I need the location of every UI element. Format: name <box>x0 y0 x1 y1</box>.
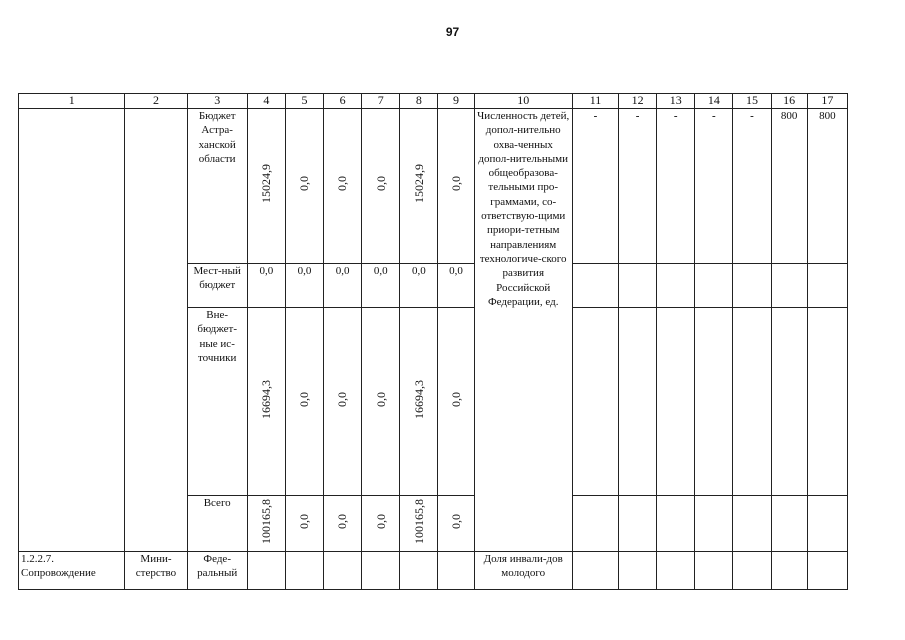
value-cell <box>285 308 323 496</box>
target-cell <box>733 552 771 590</box>
value-cell <box>362 109 400 264</box>
value-cell <box>247 552 285 590</box>
header-cell: 17 <box>807 94 847 109</box>
target-cell <box>619 264 657 308</box>
value-cell <box>324 552 362 590</box>
table-row <box>19 109 848 264</box>
target-cell <box>733 496 771 552</box>
header-cell: 11 <box>572 94 618 109</box>
value-text: 15024,9 <box>411 164 426 204</box>
value-text: 0,0 <box>373 391 388 407</box>
header-cell: 13 <box>657 94 695 109</box>
value-cell: 0,0 <box>438 264 474 308</box>
header-cell: 14 <box>695 94 733 109</box>
target-cell <box>807 264 847 308</box>
value-cell <box>324 496 362 552</box>
target-value: - <box>572 109 618 264</box>
value-text: 0,0 <box>448 513 463 529</box>
value-text: 0,0 <box>448 391 463 407</box>
target-cell <box>572 264 618 308</box>
target-value: - <box>695 109 733 264</box>
funding-source: Мест-ный бюджет <box>187 264 247 308</box>
value-text: 0,0 <box>335 176 350 192</box>
target-cell <box>733 308 771 496</box>
header-cell: 2 <box>125 94 187 109</box>
target-cell <box>695 552 733 590</box>
value-cell <box>400 496 438 552</box>
target-cell <box>807 496 847 552</box>
value-cell <box>285 552 323 590</box>
indicator-name: Численность детей, допол-нительно охва-ченных допол-нительными общеобразова-тельными про-граммами, со-ответствую-щими приори-тетным направлениям технологиче-ского развития Российской Федерации, ед. <box>474 109 572 552</box>
value-cell <box>362 496 400 552</box>
value-cell <box>400 109 438 264</box>
target-cell <box>733 264 771 308</box>
value-text: 16694,3 <box>411 379 426 419</box>
target-cell <box>619 308 657 496</box>
funding-source: Бюджет Астра-ханской области <box>187 109 247 264</box>
value-cell <box>438 552 474 590</box>
header-cell: 15 <box>733 94 771 109</box>
target-cell <box>771 264 807 308</box>
value-cell <box>362 308 400 496</box>
value-cell <box>247 496 285 552</box>
value-text: 0,0 <box>297 176 312 192</box>
value-cell: 0,0 <box>362 264 400 308</box>
value-text: 0,0 <box>373 176 388 192</box>
value-cell <box>285 109 323 264</box>
header-cell: 10 <box>474 94 572 109</box>
target-cell <box>657 552 695 590</box>
header-cell: 6 <box>324 94 362 109</box>
value-cell <box>438 109 474 264</box>
value-cell <box>362 552 400 590</box>
value-text: 0,0 <box>335 391 350 407</box>
value-text: 100165,8 <box>259 498 274 544</box>
value-text: 0,0 <box>373 513 388 529</box>
target-cell <box>657 496 695 552</box>
value-cell <box>324 308 362 496</box>
header-cell: 4 <box>247 94 285 109</box>
target-cell <box>771 552 807 590</box>
item-number-cell: 1.2.2.7. Сопровождение <box>19 552 125 590</box>
value-text: 100165,8 <box>411 498 426 544</box>
value-cell: 0,0 <box>285 264 323 308</box>
target-cell <box>657 308 695 496</box>
value-cell <box>400 552 438 590</box>
value-cell: 0,0 <box>400 264 438 308</box>
header-cell: 5 <box>285 94 323 109</box>
target-cell <box>771 308 807 496</box>
funding-source: Феде-ральный <box>187 552 247 590</box>
value-cell: 0,0 <box>324 264 362 308</box>
table-row <box>19 552 848 590</box>
header-cell: 12 <box>619 94 657 109</box>
value-text: 16694,3 <box>259 379 274 419</box>
page-number: 97 <box>445 25 460 39</box>
target-cell <box>572 308 618 496</box>
value-text: 0,0 <box>335 513 350 529</box>
value-cell <box>438 496 474 552</box>
target-cell <box>657 264 695 308</box>
value-cell <box>247 109 285 264</box>
value-cell <box>324 109 362 264</box>
header-row <box>19 94 848 109</box>
value-text: 15024,9 <box>259 164 274 204</box>
target-value: - <box>657 109 695 264</box>
target-cell <box>695 264 733 308</box>
value-cell: 0,0 <box>247 264 285 308</box>
value-cell <box>438 308 474 496</box>
indicator-name: Доля инвали-дов молодого <box>474 552 572 590</box>
header-cell: 1 <box>19 94 125 109</box>
target-cell <box>619 552 657 590</box>
funding-source: Всего <box>187 496 247 552</box>
target-cell <box>572 496 618 552</box>
value-cell <box>285 496 323 552</box>
target-value: 800 <box>807 109 847 264</box>
header-cell: 7 <box>362 94 400 109</box>
header-cell: 16 <box>771 94 807 109</box>
value-text: 0,0 <box>297 391 312 407</box>
target-cell <box>695 496 733 552</box>
item-number-cell <box>19 109 125 552</box>
target-cell <box>572 552 618 590</box>
executor-cell: Мини-стерство <box>125 552 187 590</box>
executor-cell <box>125 109 187 552</box>
header-cell: 3 <box>187 94 247 109</box>
value-text: 0,0 <box>297 513 312 529</box>
target-value: 800 <box>771 109 807 264</box>
value-text: 0,0 <box>448 176 463 192</box>
target-cell <box>771 496 807 552</box>
header-cell: 8 <box>400 94 438 109</box>
header-cell: 9 <box>438 94 474 109</box>
target-cell <box>807 552 847 590</box>
value-cell <box>400 308 438 496</box>
budget-table <box>18 93 848 590</box>
target-cell <box>695 308 733 496</box>
value-cell <box>247 308 285 496</box>
target-value: - <box>733 109 771 264</box>
target-cell <box>619 496 657 552</box>
target-cell <box>807 308 847 496</box>
target-value: - <box>619 109 657 264</box>
funding-source: Вне-бюджет-ные ис-точники <box>187 308 247 496</box>
